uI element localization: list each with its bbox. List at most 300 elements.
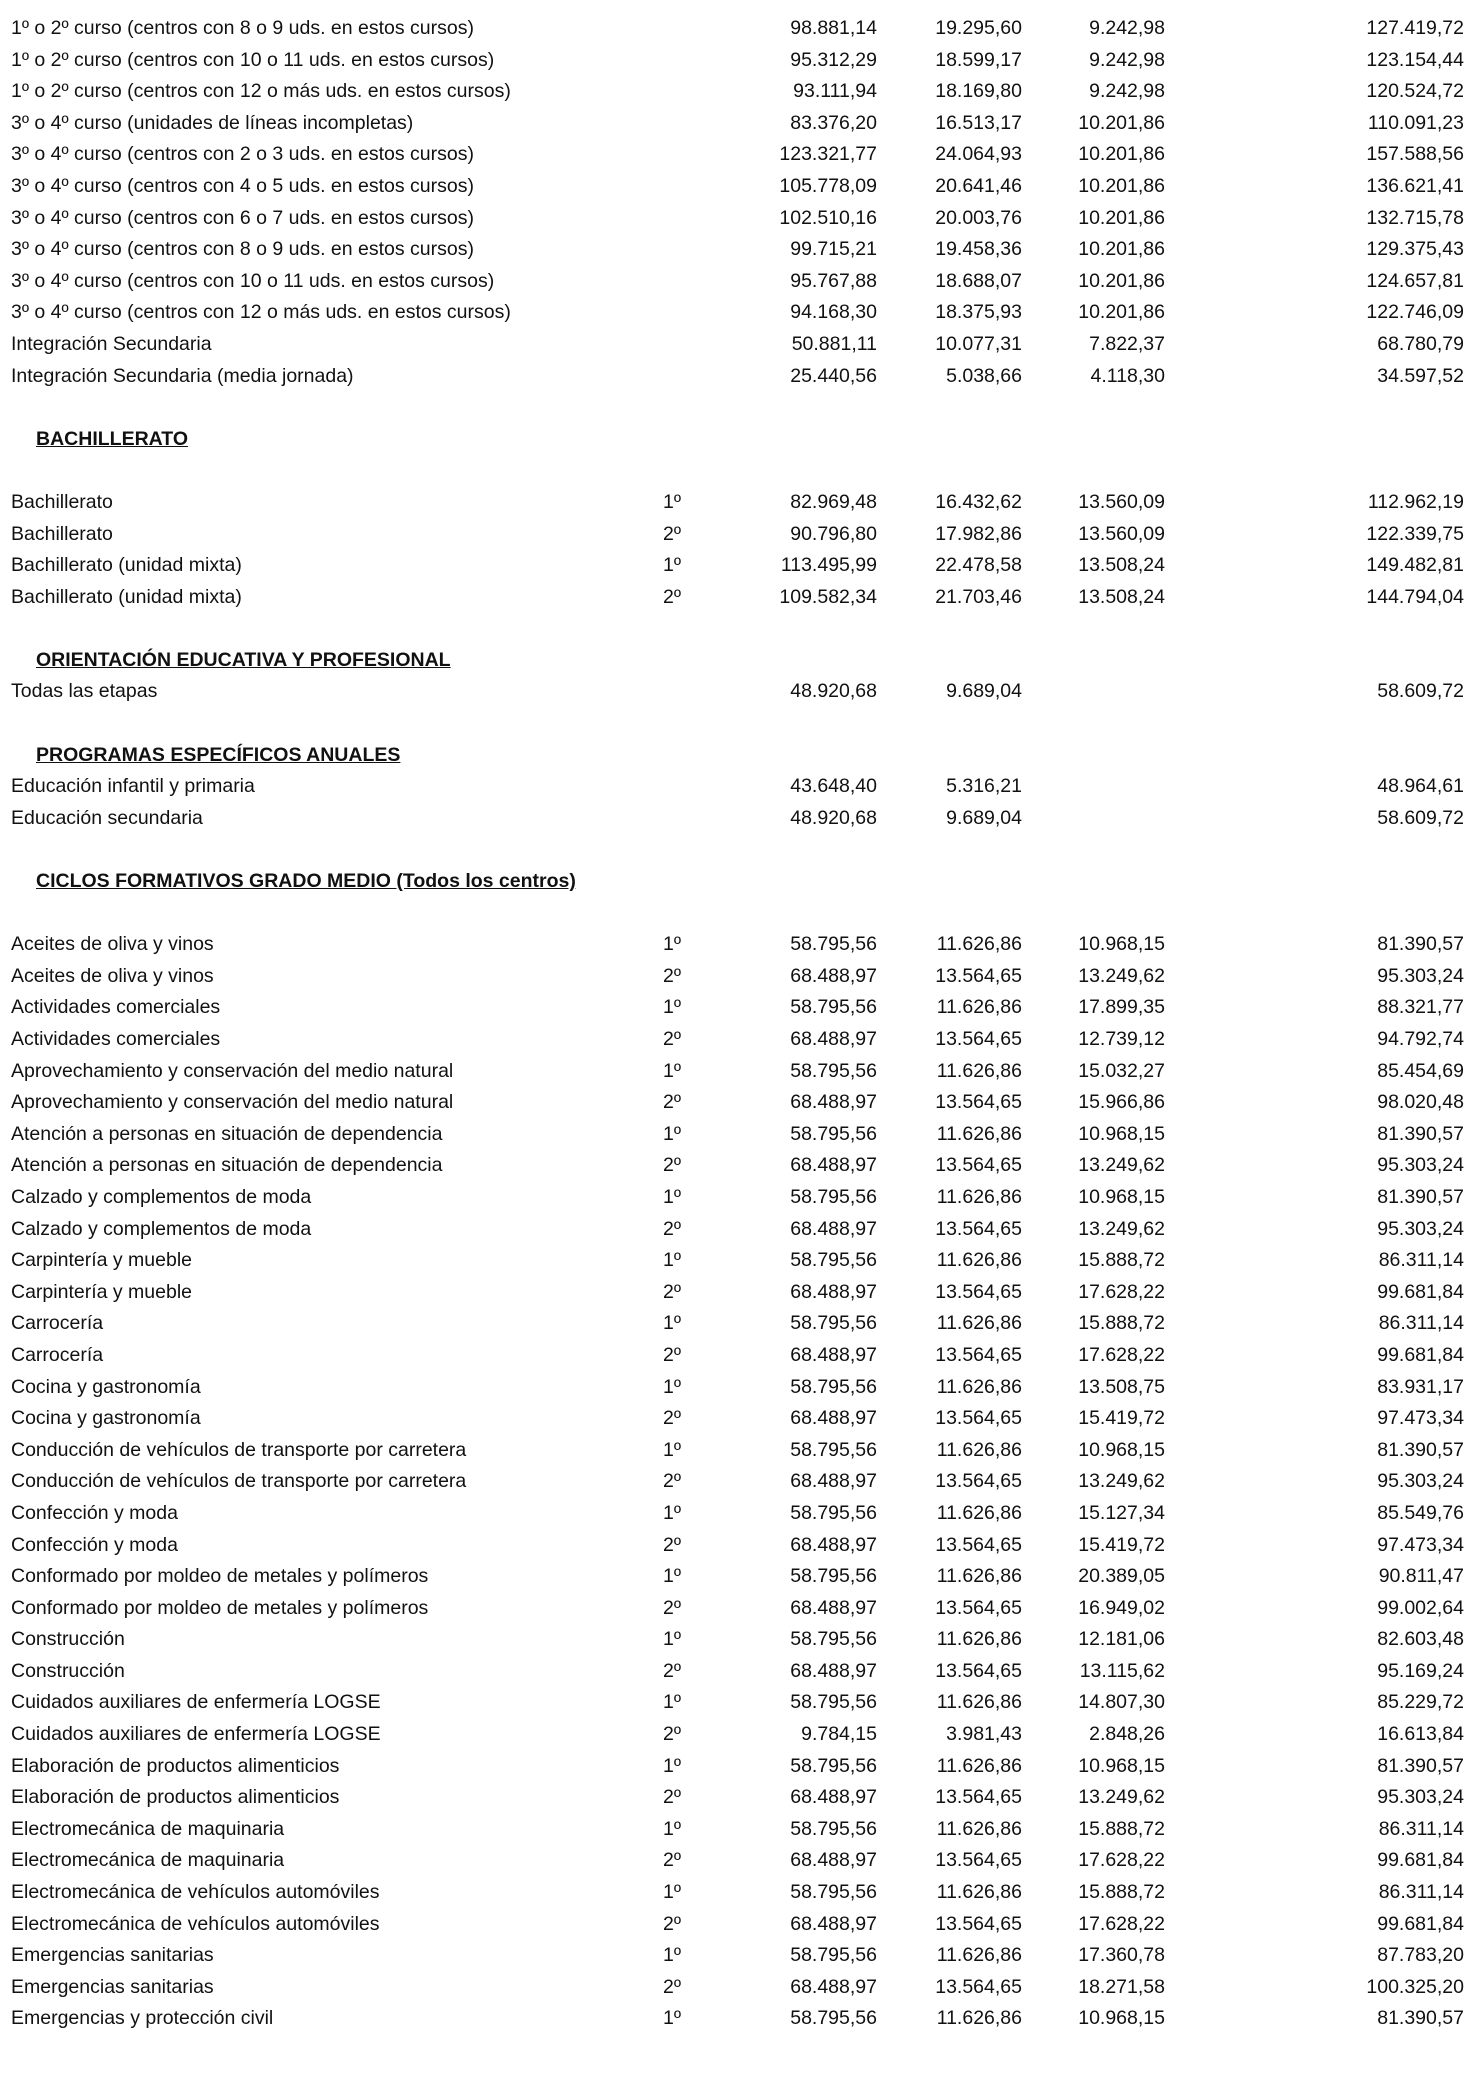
- amount-col3: 17.899,35: [1078, 996, 1165, 1019]
- total-amount: 124.657,81: [1366, 269, 1464, 292]
- amount-col1: 123.321,77: [779, 143, 877, 166]
- amount-col1: 58.795,56: [790, 1059, 877, 1082]
- amount-col1: 58.795,56: [790, 933, 877, 956]
- amount-col2: 13.564,65: [935, 1975, 1022, 1998]
- amount-col3: 10.201,86: [1078, 206, 1165, 229]
- table-row: [0, 1561, 1476, 1593]
- row-label: Conducción de vehículos de transporte por carretera: [11, 1438, 467, 1461]
- row-label: Emergencias sanitarias: [11, 1944, 214, 1967]
- total-amount: 90.811,47: [1378, 1565, 1464, 1588]
- row-label: 3º o 4º curso (centros con 6 o 7 uds. en estos cursos): [11, 206, 474, 229]
- table-row: [0, 1624, 1476, 1656]
- amount-col3: 15.966,86: [1078, 1091, 1165, 1114]
- amount-col1: 58.795,56: [790, 1185, 877, 1208]
- amount-col1: 98.881,14: [790, 17, 877, 39]
- amount-col2: 21.703,46: [935, 585, 1022, 608]
- table-row: [0, 1845, 1476, 1877]
- row-label: Aprovechamiento y conservación del medio natural: [11, 1091, 454, 1114]
- total-amount: 99.002,64: [1377, 1596, 1464, 1619]
- row-label: Bachillerato (unidad mixta): [11, 554, 242, 577]
- table-row: [0, 1214, 1476, 1246]
- course-number: 2º: [663, 1786, 681, 1809]
- amount-col3: 13.508,24: [1078, 554, 1165, 577]
- total-amount: 100.325,20: [1366, 1975, 1464, 1998]
- total-amount: 95.303,24: [1377, 964, 1464, 987]
- row-label: Atención a personas en situación de dependencia: [11, 1122, 443, 1145]
- section-heading-row: [0, 866, 1476, 898]
- amount-col1: 68.488,97: [790, 1470, 877, 1493]
- table-row: [0, 992, 1476, 1024]
- amount-col3: 13.249,62: [1078, 964, 1165, 987]
- table-row: [0, 961, 1476, 993]
- course-number: 2º: [663, 1028, 681, 1050]
- amount-col1: 68.488,97: [790, 1091, 877, 1114]
- row-label: Educación secundaria: [11, 806, 203, 829]
- amount-col1: 58.795,56: [790, 996, 877, 1019]
- row-label: 3º o 4º curso (centros con 4 o 5 uds. en estos cursos): [11, 174, 474, 197]
- amount-col1: 58.795,56: [790, 1691, 877, 1714]
- amount-col1: 58.795,56: [790, 1501, 877, 1524]
- amount-col2: 11.626,86: [936, 1185, 1022, 1208]
- total-amount: 99.681,84: [1377, 1280, 1464, 1303]
- table-row: [0, 1372, 1476, 1404]
- total-amount: 122.339,75: [1366, 522, 1464, 545]
- row-label: Cocina y gastronomía: [11, 1375, 201, 1398]
- amount-col2: 11.626,86: [936, 1691, 1022, 1714]
- amount-col2: 11.626,86: [936, 1438, 1022, 1461]
- amount-col3: 15.888,72: [1078, 1249, 1165, 1272]
- total-amount: 132.715,78: [1366, 206, 1464, 229]
- row-label: Cocina y gastronomía: [11, 1407, 201, 1430]
- row-label: Conformado por moldeo de metales y polímeros: [11, 1596, 429, 1619]
- amount-col3: 10.201,86: [1078, 238, 1165, 261]
- amount-col1: 99.715,21: [790, 238, 877, 261]
- row-label: Cuidados auxiliares de enfermería LOGSE: [11, 1723, 381, 1746]
- amount-col2: 11.626,86: [936, 1501, 1022, 1524]
- table-row: [0, 203, 1476, 235]
- amount-col1: 95.312,29: [790, 48, 877, 71]
- spacer: [0, 898, 1476, 930]
- spacer: [0, 613, 1476, 645]
- total-amount: 110.091,23: [1367, 111, 1464, 134]
- course-number: 1º: [663, 1817, 681, 1840]
- amount-col1: 68.488,97: [790, 1217, 877, 1240]
- amount-col2: 11.626,86: [936, 1122, 1022, 1145]
- total-amount: 81.390,57: [1377, 1438, 1464, 1461]
- table-row: [0, 76, 1476, 108]
- total-amount: 122.746,09: [1366, 301, 1464, 324]
- course-number: 1º: [663, 1375, 681, 1398]
- amount-col2: 9.689,04: [946, 806, 1022, 829]
- amount-col3: 9.242,98: [1089, 17, 1165, 39]
- row-label: Conformado por moldeo de metales y polímeros: [11, 1565, 429, 1588]
- amount-col2: 18.599,17: [935, 48, 1022, 71]
- amount-col3: 4.118,30: [1090, 364, 1165, 387]
- total-amount: 81.390,57: [1377, 1754, 1464, 1777]
- total-amount: 95.303,24: [1377, 1786, 1464, 1809]
- course-number: 1º: [663, 996, 681, 1019]
- amount-col3: 10.968,15: [1078, 1122, 1165, 1145]
- row-label: Cuidados auxiliares de enfermería LOGSE: [11, 1691, 381, 1714]
- amount-col2: 10.077,31: [935, 332, 1022, 355]
- amount-col1: 68.488,97: [790, 1596, 877, 1619]
- table-row: [0, 1277, 1476, 1309]
- row-label: 3º o 4º curso (centros con 8 o 9 uds. en estos cursos): [11, 238, 474, 261]
- row-label: Confección y moda: [11, 1501, 178, 1524]
- amount-col3: 15.419,72: [1078, 1533, 1165, 1556]
- row-label: Educación infantil y primaria: [11, 775, 255, 798]
- course-number: 1º: [663, 1122, 681, 1145]
- course-number: 1º: [663, 554, 681, 577]
- table-row: [0, 1782, 1476, 1814]
- row-label: Electromecánica de maquinaria: [11, 1817, 285, 1840]
- amount-col1: 58.795,56: [790, 1565, 877, 1588]
- total-amount: 136.621,41: [1366, 174, 1464, 197]
- amount-col2: 13.564,65: [935, 1470, 1022, 1493]
- amount-col3: 15.888,72: [1078, 1312, 1165, 1335]
- table-row: [0, 1245, 1476, 1277]
- amount-col2: 13.564,65: [935, 1343, 1022, 1366]
- section-heading: ORIENTACIÓN EDUCATIVA Y PROFESIONAL: [36, 648, 451, 671]
- amount-col1: 68.488,97: [790, 1975, 877, 1998]
- total-amount: 157.588,56: [1366, 143, 1464, 166]
- total-amount: 34.597,52: [1377, 364, 1464, 387]
- course-number: 2º: [663, 1154, 681, 1177]
- table-row: [0, 676, 1476, 708]
- amount-col1: 25.440,56: [790, 364, 877, 387]
- row-label: Electromecánica de maquinaria: [11, 1849, 285, 1872]
- course-number: 2º: [663, 1596, 681, 1619]
- total-amount: 120.524,72: [1366, 80, 1464, 103]
- table-row: [0, 1024, 1476, 1056]
- amount-col2: 13.564,65: [935, 1659, 1022, 1682]
- table-row: [0, 1403, 1476, 1435]
- course-number: 2º: [663, 1659, 681, 1682]
- section-heading-row: [0, 740, 1476, 772]
- amount-col3: 10.968,15: [1078, 2007, 1165, 2030]
- total-amount: 123.154,44: [1366, 48, 1464, 71]
- amount-col3: 10.201,86: [1078, 174, 1165, 197]
- amount-col2: 18.688,07: [935, 269, 1022, 292]
- table-row: [0, 487, 1476, 519]
- total-amount: 95.303,24: [1377, 1470, 1464, 1493]
- table-row: [0, 803, 1476, 835]
- amount-col1: 50.881,11: [791, 332, 877, 355]
- total-amount: 97.473,34: [1377, 1533, 1464, 1556]
- amount-col1: 43.648,40: [790, 775, 877, 798]
- amount-col1: 48.920,68: [790, 680, 877, 703]
- row-label: Elaboración de productos alimenticios: [11, 1786, 340, 1809]
- table-row: [0, 1687, 1476, 1719]
- table-row: [0, 582, 1476, 614]
- table-row: [0, 1940, 1476, 1972]
- amount-col1: 68.488,97: [790, 964, 877, 987]
- amount-col2: 13.564,65: [935, 1154, 1022, 1177]
- table-row: [0, 329, 1476, 361]
- amount-col2: 13.564,65: [935, 1280, 1022, 1303]
- total-amount: 81.390,57: [1377, 933, 1464, 956]
- amount-col3: 13.508,75: [1078, 1375, 1165, 1398]
- row-label: Todas las etapas: [11, 680, 158, 703]
- amount-col1: 58.795,56: [790, 1628, 877, 1651]
- course-number: 2º: [663, 1723, 681, 1746]
- table-row: [0, 361, 1476, 393]
- amount-col3: 10.968,15: [1078, 1438, 1165, 1461]
- amount-col1: 58.795,56: [790, 1249, 877, 1272]
- amount-col2: 11.626,86: [936, 1628, 1022, 1651]
- table-row: [0, 1087, 1476, 1119]
- amount-col1: 58.795,56: [790, 1438, 877, 1461]
- spacer: [0, 455, 1476, 487]
- course-number: 2º: [663, 1280, 681, 1303]
- course-number: 1º: [663, 1754, 681, 1777]
- amount-col3: 18.271,58: [1078, 1975, 1165, 1998]
- amount-col2: 13.564,65: [935, 1786, 1022, 1809]
- amount-col2: 11.626,86: [936, 1312, 1022, 1335]
- amount-col3: 10.968,15: [1078, 1754, 1165, 1777]
- total-amount: 94.792,74: [1377, 1028, 1464, 1050]
- amount-col1: 58.795,56: [790, 1944, 877, 1967]
- row-label: Emergencias y protección civil: [11, 2007, 274, 2030]
- row-label: Actividades comerciales: [11, 996, 221, 1019]
- table-row: [0, 1308, 1476, 1340]
- total-amount: 112.962,19: [1367, 490, 1464, 513]
- table-row: [0, 266, 1476, 298]
- amount-col3: 10.201,86: [1078, 111, 1165, 134]
- amount-col1: 68.488,97: [790, 1659, 877, 1682]
- table-row: [0, 1182, 1476, 1214]
- amount-col2: 11.626,86: [936, 1817, 1022, 1840]
- section-heading: BACHILLERATO: [36, 427, 189, 450]
- row-label: Calzado y complementos de moda: [11, 1217, 312, 1240]
- course-number: 2º: [663, 1407, 681, 1430]
- row-label: 1º o 2º curso (centros con 8 o 9 uds. en estos cursos): [11, 17, 474, 39]
- row-label: Calzado y complementos de moda: [11, 1185, 312, 1208]
- table-row: [0, 1877, 1476, 1909]
- amount-col1: 48.920,68: [790, 806, 877, 829]
- table-row: [0, 2003, 1476, 2035]
- amount-col2: 11.626,86: [936, 1944, 1022, 1967]
- amount-col3: 15.032,27: [1078, 1059, 1165, 1082]
- table-row: [0, 13, 1476, 45]
- total-amount: 86.311,14: [1378, 1881, 1464, 1904]
- course-number: 1º: [663, 1565, 681, 1588]
- table-row: [0, 1719, 1476, 1751]
- amount-col2: 11.626,86: [936, 1754, 1022, 1777]
- amount-col3: 13.249,62: [1078, 1217, 1165, 1240]
- course-number: 2º: [663, 964, 681, 987]
- row-label: Carrocería: [11, 1312, 104, 1335]
- document-page: [0, 13, 1476, 2035]
- amount-col2: 19.458,36: [935, 238, 1022, 261]
- amount-col3: 17.628,22: [1078, 1280, 1165, 1303]
- amount-col1: 105.778,09: [779, 174, 877, 197]
- amount-col3: 10.968,15: [1078, 1185, 1165, 1208]
- course-number: 2º: [663, 1912, 681, 1935]
- amount-col1: 68.488,97: [790, 1407, 877, 1430]
- total-amount: 97.473,34: [1377, 1407, 1464, 1430]
- table-row: [0, 1972, 1476, 2004]
- table-row: [0, 1909, 1476, 1941]
- amount-col3: 13.560,09: [1078, 490, 1165, 513]
- table-row: [0, 1150, 1476, 1182]
- total-amount: 83.931,17: [1377, 1375, 1464, 1398]
- total-amount: 48.964,61: [1377, 775, 1464, 798]
- table-row: [0, 1498, 1476, 1530]
- amount-col1: 102.510,16: [779, 206, 877, 229]
- amount-col2: 20.641,46: [935, 174, 1022, 197]
- amount-col2: 16.513,17: [935, 111, 1022, 134]
- row-label: Aprovechamiento y conservación del medio natural: [11, 1059, 454, 1082]
- total-amount: 98.020,48: [1377, 1091, 1464, 1114]
- amount-col1: 58.795,56: [790, 1312, 877, 1335]
- total-amount: 68.780,79: [1377, 332, 1464, 355]
- amount-col1: 95.767,88: [790, 269, 877, 292]
- total-amount: 99.681,84: [1377, 1343, 1464, 1366]
- amount-col2: 11.626,86: [936, 1565, 1022, 1588]
- amount-col2: 24.064,93: [935, 143, 1022, 166]
- amount-col1: 68.488,97: [790, 1028, 877, 1050]
- table-row: [0, 1340, 1476, 1372]
- amount-col2: 5.316,21: [946, 775, 1022, 798]
- amount-col1: 93.111,94: [793, 80, 877, 103]
- amount-col2: 19.295,60: [935, 17, 1022, 39]
- amount-col2: 11.626,86: [936, 1881, 1022, 1904]
- amount-col3: 2.848,26: [1089, 1723, 1165, 1746]
- amount-col1: 68.488,97: [790, 1849, 877, 1872]
- total-amount: 81.390,57: [1377, 1122, 1464, 1145]
- amount-col3: 13.115,62: [1079, 1659, 1165, 1682]
- course-number: 2º: [663, 585, 681, 608]
- row-label: Bachillerato (unidad mixta): [11, 585, 242, 608]
- amount-col2: 13.564,65: [935, 1533, 1022, 1556]
- amount-col2: 11.626,86: [936, 1375, 1022, 1398]
- course-number: 1º: [663, 1249, 681, 1272]
- table-row: [0, 1119, 1476, 1151]
- section-heading-row: [0, 645, 1476, 677]
- amount-col1: 68.488,97: [790, 1154, 877, 1177]
- amount-col1: 9.784,15: [801, 1723, 877, 1746]
- amount-col2: 9.689,04: [946, 680, 1022, 703]
- table-row: [0, 1751, 1476, 1783]
- amount-col2: 13.564,65: [935, 1091, 1022, 1114]
- amount-col1: 58.795,56: [790, 1122, 877, 1145]
- amount-col2: 13.564,65: [935, 1217, 1022, 1240]
- amount-col1: 68.488,97: [790, 1280, 877, 1303]
- course-number: 1º: [663, 1628, 681, 1651]
- row-label: Confección y moda: [11, 1533, 178, 1556]
- row-label: Integración Secundaria: [11, 332, 212, 355]
- table-row: [0, 1466, 1476, 1498]
- total-amount: 86.311,14: [1378, 1312, 1464, 1335]
- course-number: 2º: [663, 1470, 681, 1493]
- total-amount: 99.681,84: [1377, 1912, 1464, 1935]
- amount-col2: 13.564,65: [935, 1596, 1022, 1619]
- table-row: [0, 171, 1476, 203]
- row-label: Elaboración de productos alimenticios: [11, 1754, 340, 1777]
- total-amount: 81.390,57: [1377, 2007, 1464, 2030]
- total-amount: 95.169,24: [1377, 1659, 1464, 1682]
- total-amount: 129.375,43: [1366, 238, 1464, 261]
- table-row: [0, 1656, 1476, 1688]
- amount-col1: 109.582,34: [779, 585, 877, 608]
- section-heading: CICLOS FORMATIVOS GRADO MEDIO (Todos los centros): [36, 870, 576, 893]
- amount-col2: 18.375,93: [935, 301, 1022, 324]
- course-number: 1º: [663, 2007, 681, 2030]
- row-label: Integración Secundaria (media jornada): [11, 364, 354, 387]
- total-amount: 95.303,24: [1377, 1154, 1464, 1177]
- amount-col1: 58.795,56: [790, 2007, 877, 2030]
- amount-col3: 7.822,37: [1089, 332, 1165, 355]
- row-label: 3º o 4º curso (centros con 12 o más uds. en estos cursos): [11, 301, 511, 324]
- table-row: [0, 108, 1476, 140]
- row-label: 3º o 4º curso (centros con 10 o 11 uds. en estos cursos): [11, 269, 495, 292]
- total-amount: 144.794,04: [1366, 585, 1464, 608]
- amount-col3: 17.628,22: [1078, 1912, 1165, 1935]
- amount-col3: 12.739,12: [1078, 1028, 1165, 1050]
- amount-col1: 82.969,48: [790, 490, 877, 513]
- row-label: Construcción: [11, 1659, 125, 1682]
- amount-col1: 90.796,80: [790, 522, 877, 545]
- row-label: Emergencias sanitarias: [11, 1975, 214, 1998]
- amount-col3: 13.249,62: [1078, 1470, 1165, 1493]
- total-amount: 149.482,81: [1366, 554, 1464, 577]
- course-number: 1º: [663, 1691, 681, 1714]
- amount-col3: 20.389,05: [1078, 1565, 1165, 1588]
- course-number: 2º: [663, 522, 681, 545]
- total-amount: 86.311,14: [1378, 1817, 1464, 1840]
- amount-col2: 13.564,65: [935, 1912, 1022, 1935]
- row-label: 1º o 2º curso (centros con 12 o más uds. en estos cursos): [11, 80, 511, 103]
- table-row: [0, 550, 1476, 582]
- course-number: 2º: [663, 1091, 681, 1114]
- amount-col3: 15.127,34: [1078, 1501, 1165, 1524]
- amount-col3: 9.242,98: [1089, 48, 1165, 71]
- total-amount: 87.783,20: [1377, 1944, 1464, 1967]
- amount-col1: 68.488,97: [790, 1533, 877, 1556]
- amount-col1: 83.376,20: [790, 111, 877, 134]
- amount-col2: 11.626,86: [936, 1059, 1022, 1082]
- section-heading-row: [0, 424, 1476, 456]
- amount-col1: 68.488,97: [790, 1912, 877, 1935]
- amount-col2: 16.432,62: [935, 490, 1022, 513]
- amount-col2: 17.982,86: [935, 522, 1022, 545]
- row-label: Actividades comerciales: [11, 1028, 221, 1050]
- course-number: 2º: [663, 1343, 681, 1366]
- row-label: 3º o 4º curso (centros con 2 o 3 uds. en estos cursos): [11, 143, 474, 166]
- amount-col1: 68.488,97: [790, 1343, 877, 1366]
- table-row: [0, 297, 1476, 329]
- total-amount: 85.229,72: [1377, 1691, 1464, 1714]
- amount-col3: 17.628,22: [1078, 1343, 1165, 1366]
- total-amount: 99.681,84: [1377, 1849, 1464, 1872]
- amount-col3: 17.628,22: [1078, 1849, 1165, 1872]
- course-number: 2º: [663, 1849, 681, 1872]
- total-amount: 88.321,77: [1377, 996, 1464, 1019]
- amount-col2: 13.564,65: [935, 1028, 1022, 1050]
- course-number: 2º: [663, 1533, 681, 1556]
- amount-col3: 13.249,62: [1078, 1786, 1165, 1809]
- amount-col3: 10.201,86: [1078, 269, 1165, 292]
- table-row: [0, 1593, 1476, 1625]
- table-row: [0, 519, 1476, 551]
- amount-col1: 113.495,99: [780, 554, 877, 577]
- row-label: Construcción: [11, 1628, 125, 1651]
- amount-col1: 94.168,30: [790, 301, 877, 324]
- amount-col2: 20.003,76: [935, 206, 1022, 229]
- course-number: 1º: [663, 1059, 681, 1082]
- section-heading: PROGRAMAS ESPECÍFICOS ANUALES: [36, 743, 401, 766]
